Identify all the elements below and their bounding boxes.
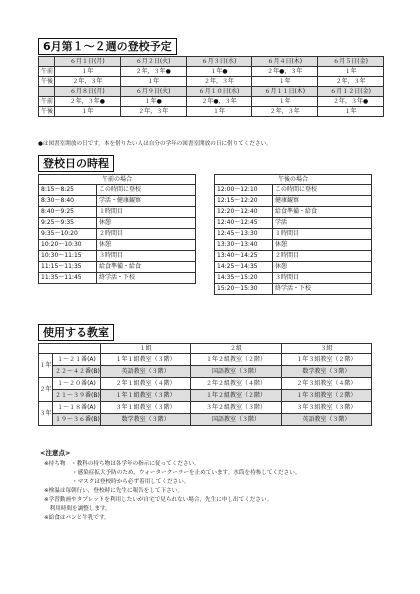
time-range: 11:15～11:35 [39, 262, 97, 273]
schedule-row-am [39, 67, 384, 77]
schedule-date: ６月４日(木) [252, 57, 318, 67]
grade-label: １年 [39, 354, 53, 378]
time-row [215, 284, 372, 295]
room-class1: １年１組教室（３階） [101, 354, 191, 366]
student-range: １～２０番(A) [53, 378, 101, 390]
student-range: ２２～４２番(B) [53, 366, 101, 378]
schedule-cell-am: １年 [318, 67, 384, 77]
room-class3: ２年３組教室（４階） [281, 378, 371, 390]
schedule-row-pm [39, 77, 384, 87]
room-class1: ３年１組教室（３階） [101, 402, 191, 414]
time-range: 10:30～11:15 [39, 251, 97, 262]
student-range: １～１８番(A) [53, 402, 101, 414]
schedule-cell-pm: １年 [55, 107, 121, 117]
time-row [215, 207, 372, 218]
schedule-cell-am: １年● [120, 97, 186, 107]
time-row [39, 273, 196, 284]
schedule-date: ６月２日(火) [120, 57, 186, 67]
time-range: 8:30～8:40 [39, 196, 97, 207]
time-activity: 終学活・下校 [97, 273, 196, 284]
time-range: 15:20～15:30 [215, 284, 273, 295]
time-activity: 給食準備・給食 [97, 262, 196, 273]
student-range: １９～３６番(B) [53, 414, 101, 426]
time-row [39, 207, 196, 218]
schedule-cell-pm: ２年，３年 [318, 77, 384, 87]
time-activity: 給食準備・給食 [273, 207, 372, 218]
schedule-row-am [39, 97, 384, 107]
notes-title: <注意点> [40, 449, 71, 457]
schedule-cell-pm: ２年，３年 [252, 107, 318, 117]
schedule-date: ６月１日(月) [55, 57, 121, 67]
time-range: 11:35～11:45 [39, 273, 97, 284]
time-activity: ３時間目 [273, 273, 372, 284]
time-activity: ３時間目 [97, 251, 196, 262]
schedule-cell-pm: ２年，３年 [186, 77, 252, 87]
room-class2: １年２組教室（２階） [191, 354, 281, 366]
schedule-cell-am: １年● [186, 67, 252, 77]
rooms-header-class1: １組 [101, 344, 191, 354]
time-activity: 学活・健康観察 [97, 196, 196, 207]
rooms-header-class3: ３組 [281, 344, 371, 354]
time-range: 14:35～15:20 [215, 273, 273, 284]
schedule-table [38, 56, 384, 117]
schedule-date: ６月８日(月) [55, 87, 121, 97]
time-range: 14:25～14:35 [215, 262, 273, 273]
room-class2: １年２組教室（２階） [191, 390, 281, 402]
note-line: ※学習動画やタブレットを利用したいが自宅で見られない場合，先生に申し出てください。 [44, 497, 273, 503]
schedule-cell-am: ２年●，３年 [252, 67, 318, 77]
schedule-cell-am: ２年●，３年 [186, 97, 252, 107]
schedule-date: ６月９日(火) [120, 87, 186, 97]
schedule-date-row [39, 87, 384, 97]
schedule-cell-pm: １年 [318, 107, 384, 117]
time-activity: 休憩 [273, 262, 372, 273]
time-activity: １時間目 [97, 207, 196, 218]
room-class1: ２年１組教室（４階） [101, 378, 191, 390]
schedule-date-row [39, 57, 384, 67]
time-activity: １時間目 [273, 229, 372, 240]
time-row [215, 273, 372, 284]
rooms-header-blank [39, 344, 101, 354]
rooms-header-class2: ２組 [191, 344, 281, 354]
time-row [39, 196, 196, 207]
schedule-date: ６月３日(水) [186, 57, 252, 67]
schedule-cell-am: ２年，３年● [318, 97, 384, 107]
note-line: ※給食はパンと牛乳です。 [44, 515, 110, 521]
rooms-row [39, 366, 372, 378]
time-range: 8:40～9:25 [39, 207, 97, 218]
time-row [215, 229, 372, 240]
rooms-row [39, 354, 372, 366]
note-line: 利用時間を調整します。 [44, 506, 111, 512]
room-class3: １年３組教室（２階） [281, 390, 371, 402]
schedule-cell-pm: １年 [252, 77, 318, 87]
time-row [215, 218, 372, 229]
room-class1: 英語教室（３階） [101, 366, 191, 378]
student-range: ２１～３９番(B) [53, 390, 101, 402]
schedule-date: ６月５日(金) [318, 57, 384, 67]
room-class1: １年１組教室（３階） [101, 390, 191, 402]
pm-header: 午後の場合 [215, 175, 372, 185]
note-line: ・マスクは登校時から必ず着用してください。 [44, 479, 190, 485]
time-range: 13:40～14:25 [215, 251, 273, 262]
time-activity: ２時間目 [97, 229, 196, 240]
time-row [215, 240, 372, 251]
time-activity: 休憩 [97, 240, 196, 251]
time-row [215, 251, 372, 262]
time-row [39, 251, 196, 262]
schedule-title: 6月第１～２週の登校予定 [38, 38, 177, 55]
note-line: ・感染症拡大予防のため，ウォータークーラーを止めています。水筒を持参してください。 [44, 470, 301, 476]
time-range: 12:40～12:45 [215, 218, 273, 229]
room-class2: ２年２組教室（４階） [191, 378, 281, 390]
note-line: ※持ち物 ・教科の持ち物は各学年の指示に従ってください。 [44, 461, 200, 467]
time-range: 10:20～10:30 [39, 240, 97, 251]
schedule-corner [39, 87, 55, 97]
time-activity: 健康観察 [273, 196, 372, 207]
time-activity: ２時間目 [273, 251, 372, 262]
schedule-cell-pm: １年 [186, 107, 252, 117]
schedule-cell-am: ２年，３年● [120, 67, 186, 77]
time-range: 12:15～12:20 [215, 196, 273, 207]
am-header: 午前の場合 [39, 175, 196, 185]
student-range: １～２１番(A) [53, 354, 101, 366]
rooms-row [39, 402, 372, 414]
schedule-cell-pm: ２年，３年 [120, 107, 186, 117]
schedule-corner [39, 57, 55, 67]
rooms-title: 使用する教室 [38, 324, 114, 341]
time-range: 13:30～13:40 [215, 240, 273, 251]
time-row [39, 240, 196, 251]
time-activity: 休憩 [97, 218, 196, 229]
time-range: 9:35～10:20 [39, 229, 97, 240]
note-line: ※検温は毎朝行い，登校時に先生に報告をして下さい。 [44, 488, 183, 494]
grade-label: ２年 [39, 378, 53, 402]
grade-label: ３年 [39, 402, 53, 426]
schedule-cell-am: ２年，３年● [55, 97, 121, 107]
time-activity: 学活 [273, 218, 372, 229]
time-row [215, 196, 372, 207]
am-times-table [38, 174, 196, 284]
time-range: 12:00～12:10 [215, 185, 273, 196]
time-row [215, 262, 372, 273]
room-class3: 数学教室（３階） [281, 366, 371, 378]
room-class3: 英語教室（３階） [281, 414, 371, 426]
schedule-date: ６月１２日(金) [318, 87, 384, 97]
schedule-date: ６月１０日(水) [186, 87, 252, 97]
room-class2: 国語教室（３階） [191, 414, 281, 426]
pm-times-table [214, 174, 372, 295]
room-class1: 数学教室（３階） [101, 414, 191, 426]
schedule-cell-pm: ２年，３年 [55, 77, 121, 87]
time-row [39, 229, 196, 240]
schedule-cell-am: １年 [252, 97, 318, 107]
time-activity: 終学活・下校 [273, 284, 372, 295]
library-note: ●は図書室開放の日です。本を借りたい人は自分の学年の図書室開放の日に借りてください。 [38, 141, 272, 147]
room-class2: 国語教室（３階） [191, 366, 281, 378]
schedule-row-label: 午後 [39, 107, 55, 117]
rooms-row [39, 378, 372, 390]
time-row [39, 185, 196, 196]
times-title: 登校日の時程 [38, 155, 114, 172]
room-class2: ３年２組教室（３階） [191, 402, 281, 414]
time-activity: この時間に登校 [273, 185, 372, 196]
schedule-row-label: 午前 [39, 67, 55, 77]
schedule-row-pm [39, 107, 384, 117]
schedule-cell-am: １年 [55, 67, 121, 77]
room-class3: ３年３組教室（３階） [281, 402, 371, 414]
schedule-cell-pm: １年 [120, 77, 186, 87]
rooms-table [38, 343, 372, 426]
time-row [39, 218, 196, 229]
time-row [215, 185, 372, 196]
rooms-row [39, 390, 372, 402]
room-class3: １年３組教室（２階） [281, 354, 371, 366]
time-range: 12:20～12:40 [215, 207, 273, 218]
time-range: 9:25～9:35 [39, 218, 97, 229]
rooms-row [39, 414, 372, 426]
schedule-date: ６月１１日(木) [252, 87, 318, 97]
time-activity: この時間に登校 [97, 185, 196, 196]
schedule-row-label: 午後 [39, 77, 55, 87]
time-activity: 休憩 [273, 240, 372, 251]
time-range: 8:15～8:25 [39, 185, 97, 196]
time-row [39, 262, 196, 273]
schedule-row-label: 午前 [39, 97, 55, 107]
time-range: 12:45～13:30 [215, 229, 273, 240]
